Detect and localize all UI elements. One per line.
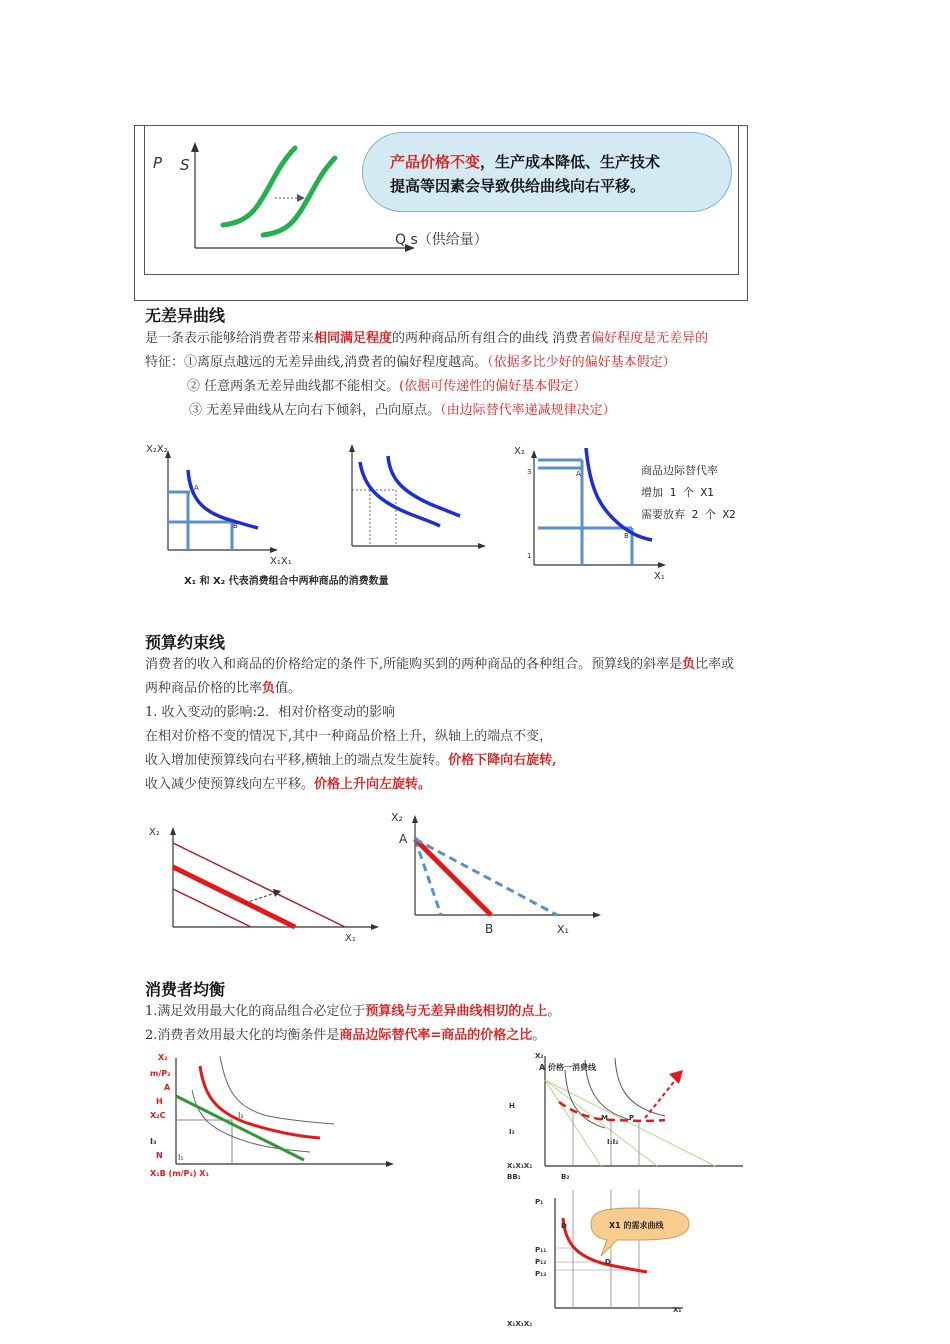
eq-label-i2: I₂ — [238, 1111, 244, 1120]
section-title-budget: 预算约束线 — [145, 633, 226, 652]
supply-callout-text — [390, 150, 660, 198]
indifference-caption: X₁ 和 X₂ 代表消费组合中两种商品的消费数量 — [184, 576, 389, 587]
supply-shift-arrowhead — [297, 194, 305, 202]
budget-l1: 消费者的收入和商品的价格给定的条件下,所能购买到的两种商品的各种组合。预算线的斜率是 — [145, 657, 683, 672]
budget-fig2-x: X₁ — [557, 923, 569, 936]
fig3-tick-3: 3 — [527, 468, 532, 476]
fig1-point-b: B — [233, 522, 238, 530]
equilibrium-l1-post: 。 — [547, 1004, 561, 1019]
eq-label-x2: X₂ — [158, 1053, 168, 1062]
demand-x-axis: X₁ — [673, 1306, 682, 1314]
eq-label-mp2: m/P₂ — [150, 1069, 171, 1078]
feature-2-basis: (依据可传递性的偏好基本假定） — [399, 379, 587, 394]
mrs-note — [641, 460, 736, 526]
supply-axis-s: S — [180, 156, 190, 174]
fig1-x-label: X₁X₁ — [270, 556, 292, 567]
demand-p12: P₁₂ — [535, 1258, 547, 1266]
equilibrium-budget-line — [176, 1096, 304, 1160]
supply-axis-q: Q s（供给量） — [395, 232, 488, 248]
budget-l4: 在相对价格不变的情况下,其中一种商品价格上升，纵轴上的端点不变， — [145, 729, 553, 744]
budget-l2-red: 负 — [262, 681, 276, 696]
indifference-figure-1 — [140, 440, 310, 590]
fig3-x-label: X₁ — [654, 571, 665, 582]
budget-l6-red: 价格上升向左旋转。 — [314, 777, 432, 792]
budget-fig1-x: X₁ — [345, 933, 356, 944]
def-red2: 偏好程度是无差异的 — [591, 331, 709, 346]
pcc-b2: B₂ — [561, 1173, 570, 1180]
demand-callout-text: X1 的需求曲线 — [609, 1221, 664, 1230]
budget-l1-red: 负 — [682, 657, 696, 672]
fig3-y-label: X₂ — [514, 446, 525, 457]
budget-l6: 收入减少使预算线向左平移。 — [145, 777, 315, 792]
equilibrium-curve-i2 — [200, 1066, 320, 1138]
pcc-x-labels: X₁X₁X₁ — [507, 1162, 533, 1170]
demand-p1: P₁ — [535, 1198, 544, 1206]
demand-p11: P₁₁ — [535, 1246, 547, 1254]
budget-fig2-b: B — [485, 922, 494, 936]
pcc-y: X₂ — [535, 1052, 544, 1060]
eq-label-h: H — [156, 1097, 163, 1106]
feature-3-basis: （由边际替代率递减规律决定） — [440, 403, 616, 418]
feature-2: ② 任意两条无差异曲线都不能相交。 — [187, 379, 400, 394]
fig3-point-a: A — [576, 470, 581, 478]
equilibrium-l2: 2.消费者效用最大化的均衡条件是 — [145, 1028, 340, 1043]
mrs-note-2: 增加 1 个 X1 — [641, 486, 714, 499]
eq-label-n: N — [156, 1151, 163, 1160]
budget-fig2-y: X₂ — [391, 811, 403, 824]
budget-fig2-a: A — [399, 832, 408, 846]
supply-callout-red: 产品价格不变 — [390, 153, 481, 171]
demand-callout-bubble — [591, 1208, 689, 1256]
budget-line-high — [173, 843, 345, 927]
demand-p13: P₁₃ — [535, 1270, 547, 1278]
eq-label-x1b: X₁B (m/P₁) X₁ — [150, 1169, 209, 1178]
equilibrium-l2-post: 。 — [532, 1028, 546, 1043]
budget-l2: 两种商品价格的比率 — [145, 681, 263, 696]
indifference-curve-inner — [360, 462, 440, 526]
pcc-h: H — [509, 1102, 515, 1110]
mrs-note-3: 需要放弃 2 个 X2 — [641, 508, 736, 521]
def-pre: 是一条表示能够给消费者带来 — [145, 331, 315, 346]
budget-fig1-y: X₂ — [149, 827, 160, 838]
pcc-p: P — [629, 1114, 635, 1122]
fig1-point-a: A — [194, 484, 199, 492]
budget-l1-post: 比率或 — [695, 657, 735, 672]
fig3-point-b: B — [624, 532, 629, 540]
equilibrium-text — [145, 1000, 560, 1048]
indifference-curve-outer — [388, 456, 460, 516]
equilibrium-l1-red: 预算线与无差异曲线相切的点上 — [365, 1004, 548, 1019]
budget-l5-red: 价格下降向右旋转, — [448, 753, 557, 768]
supply-curve-s1 — [223, 148, 295, 225]
pcc-i3: I₃ — [509, 1128, 515, 1136]
price-consumption-figure — [505, 1050, 750, 1180]
budget-l3: 1. 收入变动的影响:2．相对价格变动的影响 — [145, 705, 396, 720]
supply-axis-p: P — [153, 154, 163, 172]
demand-d-top: D — [561, 1222, 567, 1230]
supply-callout-line2: 提高等因素会导致供给曲线向右平移。 — [390, 177, 646, 195]
eq-label-a: A — [164, 1083, 171, 1092]
section-title-indifference: 无差异曲线 — [145, 306, 226, 325]
demand-d-bottom: D — [605, 1258, 611, 1266]
budget-figure-price — [385, 805, 615, 940]
mrs-note-1: 商品边际替代率 — [641, 464, 718, 477]
supply-callout-rest: ，生产成本降低、生产技术 — [480, 153, 661, 171]
feature-1-basis: （依据多比少好的偏好基本假定） — [487, 355, 676, 370]
def-red: 相同满足程度 — [314, 331, 393, 346]
pcc-bb: BB₁ — [507, 1173, 521, 1180]
equilibrium-curve-i1 — [192, 1090, 310, 1152]
eq-label-x2c: X₂C — [150, 1111, 166, 1120]
budget-l2-post: 值。 — [275, 681, 302, 696]
equilibrium-l2-red: 商品边际替代率=商品的价格之比 — [339, 1028, 533, 1043]
budget-text — [145, 653, 734, 797]
budget-line-low — [173, 889, 251, 927]
def-mid: 的两种商品所有组合的曲线 消费者 — [392, 331, 592, 346]
equilibrium-figure — [148, 1050, 398, 1180]
demand-x-labels: X₁X₁X₁ — [507, 1320, 533, 1328]
pcc-title: A 价格一消费线 — [539, 1063, 596, 1072]
indifference-curve — [188, 470, 258, 528]
feature-3: ③ 无差异曲线从左向右下倾斜，凸向原点。 — [189, 403, 441, 418]
indifference-figure-2 — [340, 440, 500, 555]
supply-y-arrow — [191, 142, 199, 152]
fig1-y-label: X₂X₂ — [146, 444, 168, 455]
eq-label-i1: I₁ — [178, 1153, 184, 1162]
budget-l5: 收入增加使预算线向右平移,横轴上的端点发生旋转。 — [145, 753, 449, 768]
pcc-i12: I₁I₂ — [607, 1138, 619, 1146]
budget-figure-income — [145, 815, 385, 945]
feature-1: 特征：①离原点越远的无差异曲线,消费者的偏好程度越高。 — [145, 355, 488, 370]
equilibrium-l1: 1.满足效用最大化的商品组合必定位于 — [145, 1004, 366, 1019]
pcc-m: M — [601, 1114, 608, 1122]
section-title-equilibrium: 消费者均衡 — [145, 980, 226, 999]
budget-line-pivot-base — [415, 839, 491, 915]
indifference-text — [145, 327, 708, 423]
demand-curve-figure — [505, 1190, 750, 1330]
eq-label-i3: I₃ — [150, 1137, 157, 1146]
fig3-tick-1: 1 — [527, 552, 532, 560]
